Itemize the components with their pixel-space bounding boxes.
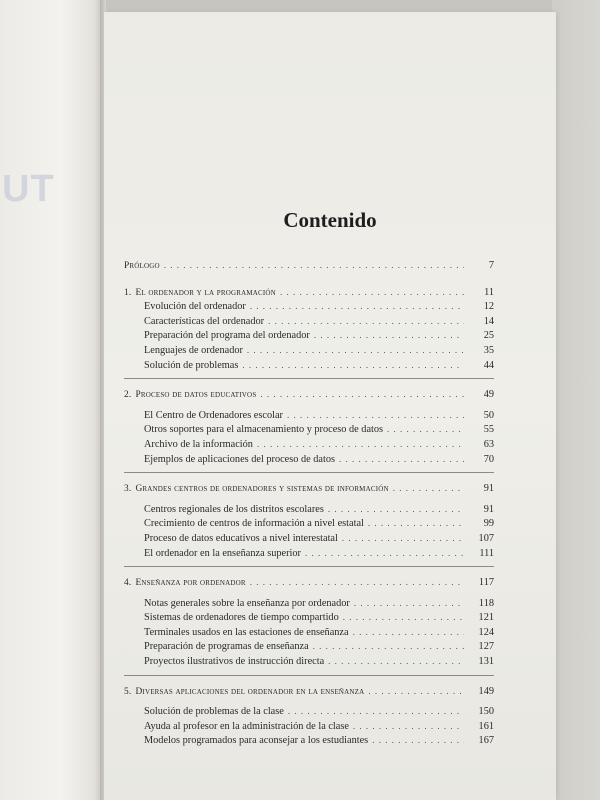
toc-item: Lenguajes de ordenador . . . 35 bbox=[124, 343, 494, 358]
contents-page bbox=[104, 12, 556, 800]
table-surface-right bbox=[552, 0, 600, 800]
toc-section-2 bbox=[124, 387, 494, 402]
dot-leader bbox=[368, 684, 464, 699]
toc-section-page: 49 bbox=[483, 389, 494, 401]
dot-leader bbox=[260, 387, 464, 402]
section-divider bbox=[124, 378, 494, 379]
toc-section-label: 1. El ordenador y la programación bbox=[124, 287, 276, 298]
toc-section-page: 91 bbox=[483, 483, 494, 495]
toc-item: Sistemas de ordenadores de tiempo compartido . . . 121 bbox=[124, 610, 494, 625]
toc-item: Preparación de programas de enseñanza . . . 127 bbox=[124, 639, 494, 654]
toc-item: Centros regionales de los distritos escolares . . . 91 bbox=[124, 502, 494, 517]
toc-item: Solución de problemas de la clase . . . 150 bbox=[124, 704, 494, 719]
toc-item: Archivo de la información . . . 63 bbox=[124, 437, 494, 452]
dot-leader bbox=[250, 575, 464, 590]
toc-entry-prologo bbox=[124, 258, 494, 273]
toc-item: Modelos programados para aconsejar a los estudiantes . . . 167 bbox=[124, 733, 494, 748]
table-of-contents bbox=[124, 258, 494, 748]
toc-section-page: 149 bbox=[478, 685, 494, 697]
page-title: Contenido bbox=[283, 208, 377, 232]
dot-leader bbox=[393, 481, 464, 496]
toc-section-label: 3. Grandes centros de ordenadores y sistemas de información bbox=[124, 484, 389, 495]
toc-section-page: 117 bbox=[478, 577, 494, 589]
toc-section-label: 4. Enseñanza por ordenador bbox=[124, 578, 246, 589]
toc-section-1 bbox=[124, 285, 494, 300]
toc-item: Crecimiento de centros de información a nivel estatal . . . 99 bbox=[124, 516, 494, 531]
left-page-fragment: UT bbox=[2, 168, 55, 210]
toc-section-page: 11 bbox=[484, 286, 494, 298]
section-divider bbox=[124, 675, 494, 676]
dot-leader bbox=[280, 285, 464, 300]
toc-item: Otros soportes para el almacenamiento y proceso de datos . . . 55 bbox=[124, 422, 494, 437]
toc-item: Notas generales sobre la enseñanza por ordenador . . . 118 bbox=[124, 596, 494, 611]
toc-item: Características del ordenador . . . 14 bbox=[124, 314, 494, 329]
toc-section-label: 5. Diversas aplicaciones del ordenador en la enseñanza bbox=[124, 686, 365, 697]
toc-section-5 bbox=[124, 684, 494, 699]
toc-section-4 bbox=[124, 575, 494, 590]
toc-item: Preparación del programa del ordenador . . . 25 bbox=[124, 328, 494, 343]
toc-item: Evolución del ordenador . . . 12 bbox=[124, 299, 494, 314]
toc-entry-label: Prólogo bbox=[124, 261, 160, 271]
toc-item: Terminales usados en las estaciones de enseñanza . . . 124 bbox=[124, 625, 494, 640]
toc-section-3 bbox=[124, 481, 494, 496]
toc-item: El ordenador en la enseñanza superior . . . 111 bbox=[124, 546, 494, 561]
toc-item: Proceso de datos educativos a nivel interestatal . . . 107 bbox=[124, 531, 494, 546]
toc-item: Ayuda al profesor en la administración de la clase . . . 161 bbox=[124, 719, 494, 734]
dot-leader bbox=[164, 258, 464, 273]
toc-section-label: 2. Proceso de datos educativos bbox=[124, 390, 257, 401]
toc-item: Solución de problemas . . . 44 bbox=[124, 358, 494, 373]
toc-entry-page: 7 bbox=[488, 260, 494, 271]
toc-item: El Centro de Ordenadores escolar . . . 50 bbox=[124, 408, 494, 423]
section-divider bbox=[124, 566, 494, 567]
toc-item: Proyectos ilustrativos de instrucción directa . . . 131 bbox=[124, 654, 494, 669]
toc-item: Ejemplos de aplicaciones del proceso de datos . . . 70 bbox=[124, 452, 494, 467]
section-divider bbox=[124, 472, 494, 473]
left-page bbox=[0, 0, 102, 800]
